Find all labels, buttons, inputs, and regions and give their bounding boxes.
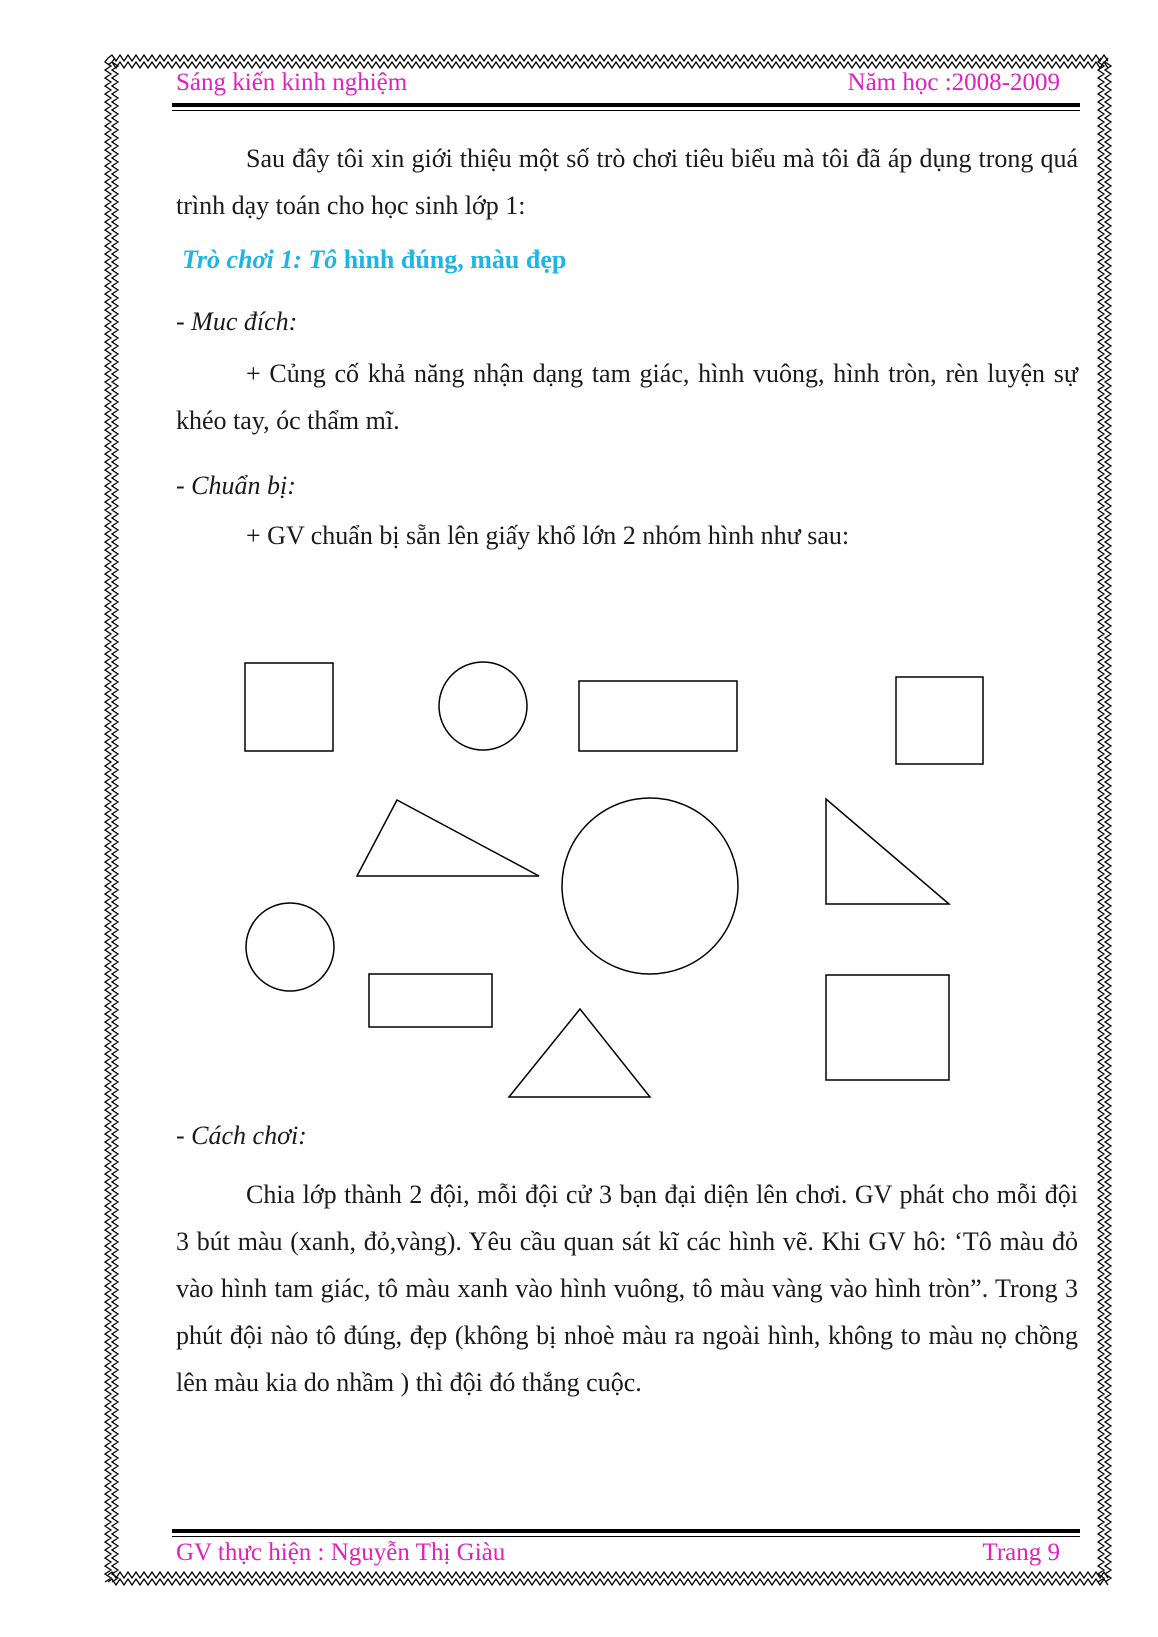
purpose-text: + Củng cố khả năng nhận dạng tam giác, hình vuông, hình tròn, rèn luyện sự khéo tay, óc thẩm mĩ.	[176, 359, 1078, 435]
square-shape-3	[826, 975, 949, 1080]
circle-shape-3	[246, 903, 334, 991]
game-title-rest: hình đúng, màu đẹp	[337, 245, 567, 274]
square-shape-1	[245, 663, 333, 751]
rectangle-shape-1	[579, 681, 737, 751]
triangle-shape-2	[826, 799, 949, 904]
triangle-shape-1	[357, 800, 539, 876]
rectangle-shape-2	[369, 974, 492, 1027]
howto-label: - Cách chơi:	[176, 1121, 307, 1150]
footer-author: GV thực hiện : Nguyễn Thị Giàu	[176, 1539, 506, 1566]
header-title: Sáng kiến kinh nghiệm	[176, 69, 408, 96]
prep-text: + GV chuẩn bị sẵn lên giấy khổ lớn 2 nhóm hình như sau:	[246, 521, 850, 550]
triangle-shape-3	[509, 1009, 650, 1097]
intro-paragraph: Sau đây tôi xin giới thiệu một số trò chơi tiêu biểu mà tôi đã áp dụng trong quá trình dạy toán cho học sinh lớp 1:	[176, 144, 1078, 220]
footer-rule-thick	[172, 1529, 1080, 1533]
footer-rule-thin	[172, 1536, 1080, 1537]
footer-page-number: Trang 9	[982, 1539, 1060, 1566]
circle-shape-1	[439, 662, 527, 750]
header-school-year: Năm học :2008-2009	[847, 69, 1060, 96]
purpose-label: - Muc đích:	[176, 307, 298, 336]
square-shape-2	[896, 677, 983, 764]
prep-label: - Chuẩn bị:	[176, 471, 296, 500]
circle-shape-2	[562, 798, 738, 974]
howto-text: Chia lớp thành 2 đội, mỗi đội cử 3 bạn đại diện lên chơi. GV phát cho mỗi đội 3 bút màu (xanh, đỏ,vàng). Yêu cầu quan sát kĩ các hình vẽ. Khi GV hô: ‘Tô màu đỏ vào hình tam giác, tô màu xanh vào hình vuông, tô màu vàng vào hình tròn”. Trong 3 phút đội nào tô đúng, đẹp (không bị nhoè màu ra ngoài hình, không to màu nọ chồng lên màu kia do nhầm ) thì đội đó thắng cuộc.	[176, 1180, 1078, 1397]
game-title-italic: Trò chơi 1: Tô	[182, 245, 338, 274]
